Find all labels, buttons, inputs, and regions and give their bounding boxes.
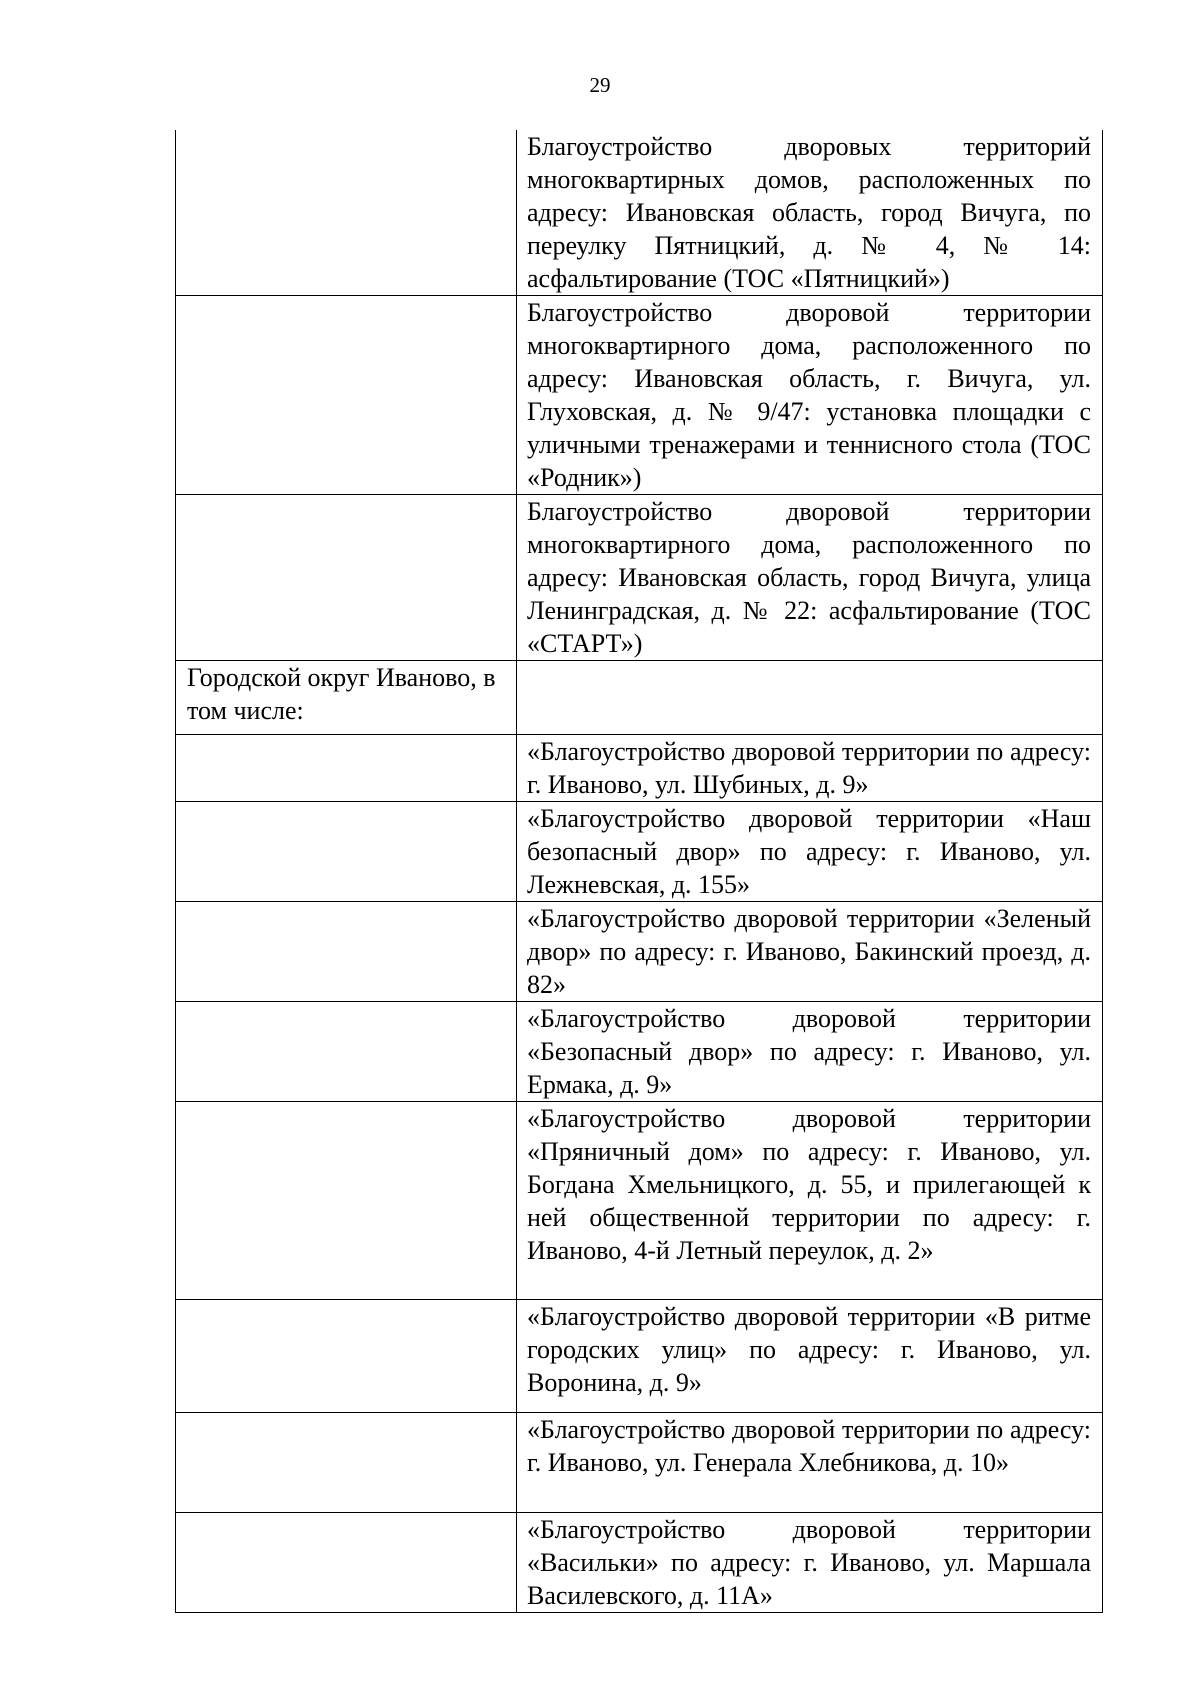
municipality-cell — [176, 902, 517, 1002]
table-row — [176, 495, 1103, 661]
projects-table — [175, 130, 1103, 1613]
municipality-cell — [176, 802, 517, 902]
project-cell — [517, 495, 1103, 661]
project-text: «Благоустройство дворовой территории по адресу: г. Иваново, ул. Шубиных, д. 9» — [527, 737, 1091, 799]
project-text: «Благоустройство дворовой территории по адресу: г. Иваново, ул. Генерала Хлебникова, д. 10» — [527, 1415, 1091, 1477]
project-text: «Благоустройство дворовой территории «В ритме городских улиц» по адресу: г. Иваново, ул. Воронина, д. 9» — [527, 1302, 1091, 1397]
project-text: Благоустройство дворовой территории многоквартирного дома, расположенного по адресу: Ивановская область, г. Вичуга, ул. Глуховская, д. № 9/47: установка площадки с уличными тренажерами и теннисного стола (ТОС «Родник») — [527, 298, 1091, 492]
project-text: «Благоустройство дворовой территории «Пряничный дом» по адресу: г. Иваново, ул. Богдана Хмельницкого, д. 55, и прилегающей к ней общественной территории по адресу: г. Иваново, 4-й Летный переулок, д. 2» — [527, 1104, 1091, 1265]
project-text: Благоустройство дворовой территории многоквартирного дома, расположенного по адресу: Ивановская область, город Вичуга, улица Ленинградская, д. № 22: асфальтирование (ТОС «СТАРТ») — [527, 497, 1091, 658]
table-row — [176, 735, 1103, 802]
project-cell — [517, 802, 1103, 902]
project-cell — [517, 1513, 1103, 1613]
table-row — [176, 902, 1103, 1002]
project-cell — [517, 1300, 1103, 1413]
project-cell — [517, 661, 1103, 735]
project-text: «Благоустройство дворовой территории «Наш безопасный двор» по адресу: г. Иваново, ул. Лежневская, д. 155» — [527, 804, 1091, 899]
project-cell — [517, 1002, 1103, 1102]
project-cell — [517, 902, 1103, 1002]
project-text: Благоустройство дворовых территорий многоквартирных домов, расположенных по адресу: Ивановская область, город Вичуга, по переулку Пятницкий, д. № 4, № 14: асфальтирование (ТОС «Пятницкий») — [527, 132, 1091, 293]
table-row — [176, 130, 1103, 296]
municipality-cell — [176, 1102, 517, 1300]
table-row — [176, 1513, 1103, 1613]
table-row — [176, 1413, 1103, 1513]
table-row — [176, 1002, 1103, 1102]
municipality-cell — [176, 495, 517, 661]
project-text: «Благоустройство дворовой территории «Васильки» по адресу: г. Иваново, ул. Маршала Василевского, д. 11А» — [527, 1515, 1091, 1610]
project-cell — [517, 735, 1103, 802]
project-cell — [517, 130, 1103, 296]
table-row — [176, 1300, 1103, 1413]
municipality-cell — [176, 296, 517, 495]
municipality-cell — [176, 735, 517, 802]
municipality-text: Городской округ Иваново, в том числе: — [187, 663, 496, 725]
project-text: «Благоустройство дворовой территории «Безопасный двор» по адресу: г. Иваново, ул. Ермака, д. 9» — [527, 1004, 1091, 1099]
table-row — [176, 802, 1103, 902]
table-row — [176, 661, 1103, 735]
project-cell — [517, 296, 1103, 495]
project-cell — [517, 1413, 1103, 1513]
municipality-cell — [176, 1513, 517, 1613]
municipality-cell — [176, 1413, 517, 1513]
municipality-cell — [176, 661, 517, 735]
project-cell — [517, 1102, 1103, 1300]
municipality-cell — [176, 1300, 517, 1413]
table-row — [176, 296, 1103, 495]
project-text: «Благоустройство дворовой территории «Зеленый двор» по адресу: г. Иваново, Бакинский проезд, д. 82» — [527, 904, 1091, 999]
table-row — [176, 1102, 1103, 1300]
municipality-cell — [176, 130, 517, 296]
page-number: 29 — [589, 73, 611, 97]
municipality-cell — [176, 1002, 517, 1102]
